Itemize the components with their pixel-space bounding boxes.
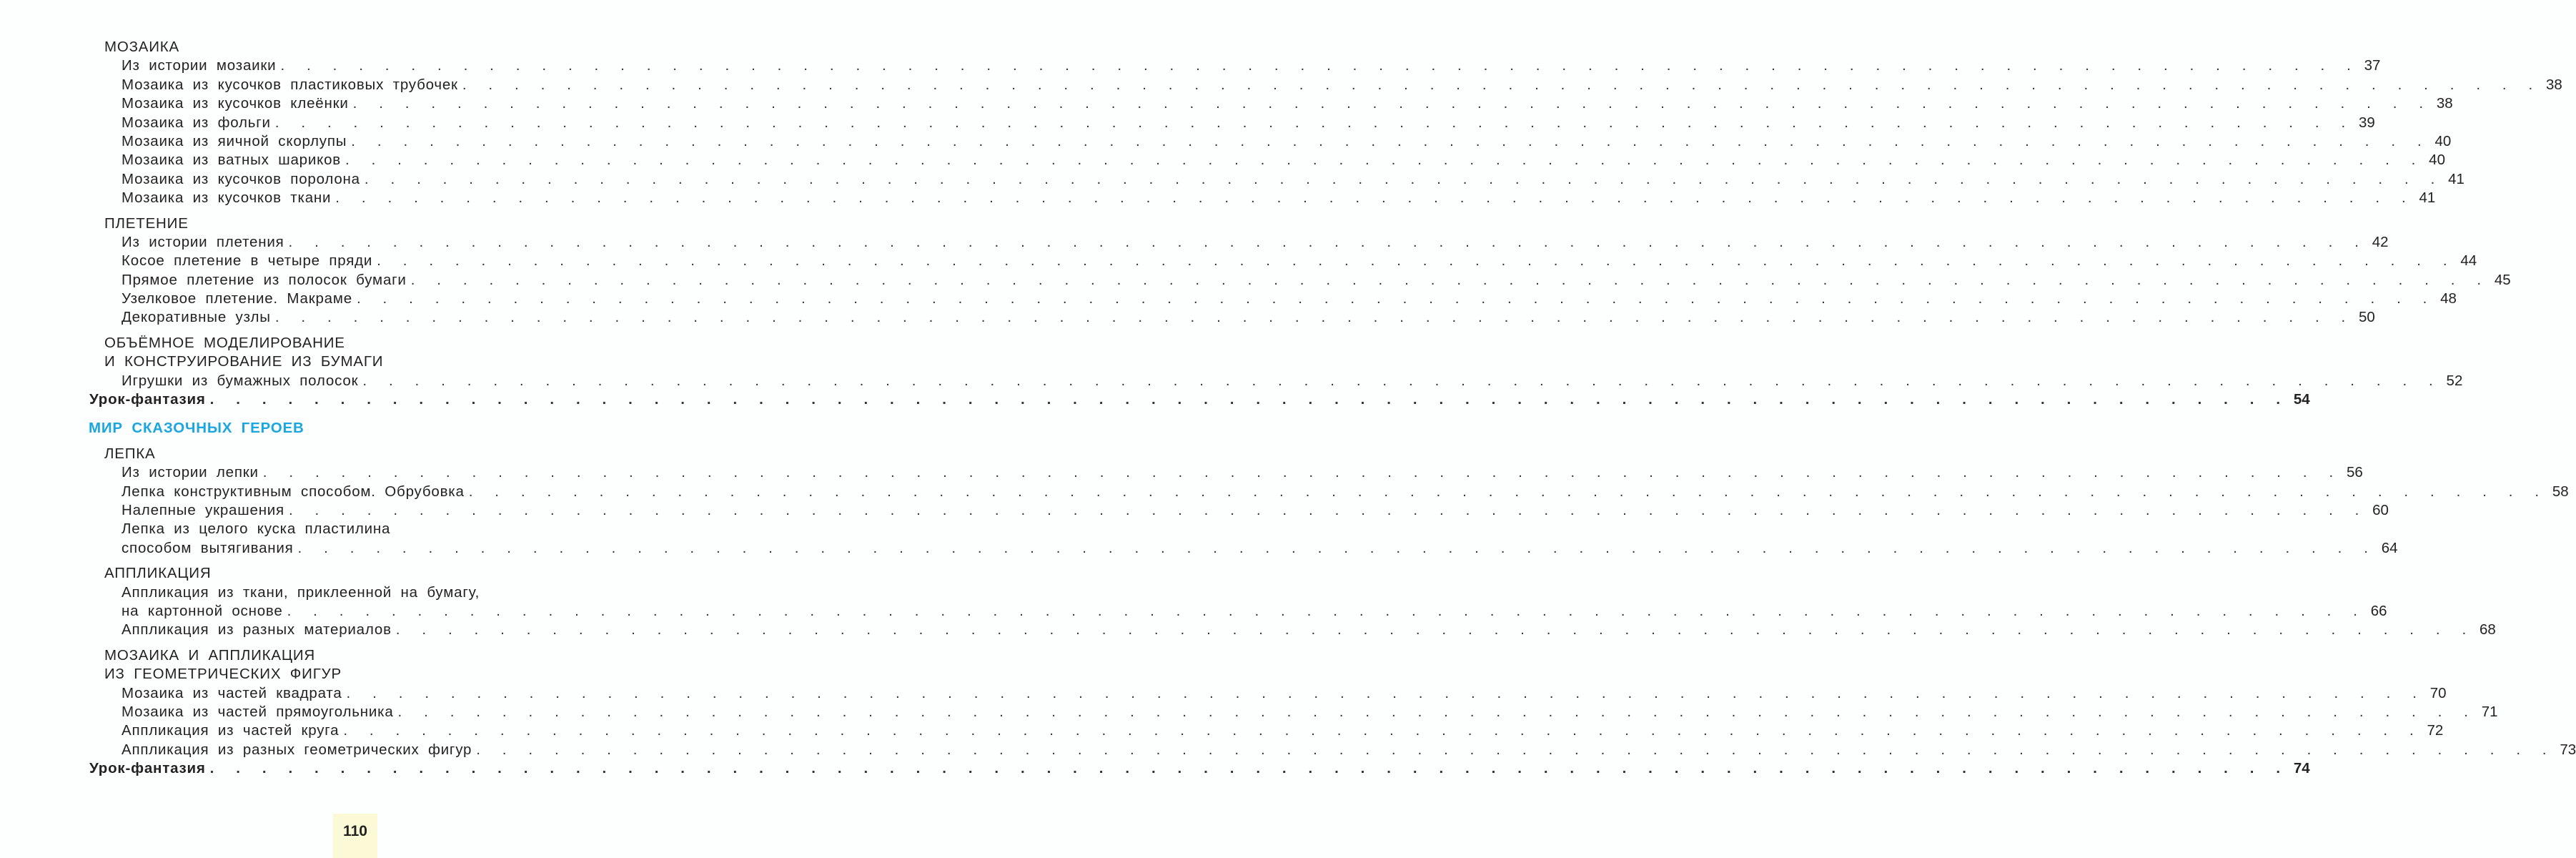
entry-title: Урок-фантазия <box>89 760 206 777</box>
entry-title: на картонной основе <box>122 602 283 619</box>
page-ref: 41 <box>2448 170 2464 187</box>
page-ref: 48 <box>2440 290 2457 307</box>
entry-title: Узелковое плетение. Макраме <box>122 290 352 307</box>
entry-title: ИЗ ГЕОМЕТРИЧЕСКИХ ФИГУР <box>104 666 342 683</box>
entry-title: АППЛИКАЦИЯ <box>104 565 212 582</box>
table-of-contents <box>0 38 2576 778</box>
dot-leader: . . . . . . . . . . . . . . . . . . . . . . . . . . . . . . . . . . . . . . . . . . . . . . . . . . . . . . . . . . . . . . . . . . . . . . . . . . . . . . . . <box>280 57 2358 74</box>
entry-title: Аппликация из ткани, приклеенной на бумагу, <box>122 583 480 601</box>
dot-leader: . . . . . . . . . . . . . . . . . . . . . . . . . . . . . . . . . . . . . . . . . . . . . . . . . . . . . . . . . . . . . . . . . . . . . . . . . . . . . . . . <box>397 703 2475 720</box>
toc-entry <box>0 132 2452 151</box>
dot-leader: . . . . . . . . . . . . . . . . . . . . . . . . . . . . . . . . . . . . . . . . . . . . . . . . . . . . . . . . . . . . . . . . . . . . . . . . . . . . . . . . <box>410 271 2488 288</box>
page-ref: 39 <box>2358 114 2375 131</box>
section-heading <box>0 38 643 56</box>
entry-title: Аппликация из частей круга <box>122 722 340 739</box>
entry-title: Из истории мозаики <box>122 57 277 74</box>
entry-title: Лепка из целого куска пластилина <box>122 521 391 538</box>
entry-title: Декоративные узлы <box>122 309 271 326</box>
toc-entry <box>0 483 2569 501</box>
toc-entry <box>0 703 2498 721</box>
page-ref: 73 <box>2560 741 2576 758</box>
section-heading <box>0 214 643 233</box>
section-heading <box>0 646 643 684</box>
page-ref: 42 <box>2372 233 2389 250</box>
toc-entry <box>0 151 2445 169</box>
toc-entry <box>0 271 2511 290</box>
entry-title: Мозаика из кусочков ткани <box>122 189 332 207</box>
dot-leader: . . . . . . . . . . . . . . . . . . . . . . . . . . . . . . . . . . . . . . . . . . . . . . . . . . . . . . . . . . . . . . . . . . . . . . . . . . . . . . . . <box>297 539 2375 556</box>
entry-title: Аппликация из разных геометрических фигур <box>122 741 472 758</box>
entry-title: ЛЕПКА <box>104 445 156 462</box>
dot-leader: . . . . . . . . . . . . . . . . . . . . . . . . . . . . . . . . . . . . . . . . . . . . . . . . . . . . . . . . . . . . . . . . . . . . . . . . . . . . . . . . <box>288 501 2366 518</box>
toc-entry <box>0 233 2389 252</box>
toc-entry <box>0 684 2447 703</box>
dot-leader: . . . . . . . . . . . . . . . . . . . . . . . . . . . . . . . . . . . . . . . . . . . . . . . . . . . . . . . . . . . . . . . . . . . . . . . . . . . . . . . . <box>364 170 2442 187</box>
page-ref: 74 <box>2293 760 2310 777</box>
toc-entry <box>0 189 2436 207</box>
entry-title: Урок-фантазия <box>89 391 206 408</box>
dot-leader: . . . . . . . . . . . . . . . . . . . . . . . . . . . . . . . . . . . . . . . . . . . . . . . . . . . . . . . . . . . . . . . . . . . . . . . . . . . . . . . . <box>335 189 2413 207</box>
entry-title: Налепные украшения <box>122 501 284 518</box>
toc-entry <box>0 501 2389 520</box>
entry-title: Мозаика из кусочков клеёнки <box>122 95 349 112</box>
page-ref: 58 <box>2552 483 2569 500</box>
entry-title: Лепка конструктивным способом. Обрубовка <box>122 483 465 500</box>
entry-title: Мозаика из ватных шариков <box>122 152 341 169</box>
page-ref: 70 <box>2429 684 2447 701</box>
page-ref: 60 <box>2372 501 2389 518</box>
toc-entry <box>0 56 2381 75</box>
dot-leader: . . . . . . . . . . . . . . . . . . . . . . . . . . . . . . . . . . . . . . . . . . . . . . . . . . . . . . . . . . . . . . . . . . . . . . . . . . . . . . . . <box>352 95 2430 112</box>
page-ref: 38 <box>2546 76 2562 93</box>
toc-bold-entry <box>0 759 2310 778</box>
entry-title: ПЛЕТЕНИЕ <box>104 214 189 232</box>
page-ref: 40 <box>2429 152 2445 169</box>
dot-leader: . . . . . . . . . . . . . . . . . . . . . . . . . . . . . . . . . . . . . . . . . . . . . . . . . . . . . . . . . . . . . . . . . . . . . . . . . . . . . . . . <box>395 621 2473 638</box>
page-ref: 44 <box>2460 252 2477 270</box>
page-ref: 40 <box>2434 132 2452 149</box>
toc-entry <box>0 170 2464 189</box>
entry-title: МИР СКАЗОЧНЫХ ГЕРОЕВ <box>89 420 304 437</box>
page-number: 110 <box>333 814 377 858</box>
entry-title: Мозаика из кусочков пластиковых трубочек <box>122 76 458 93</box>
page-ref: 37 <box>2364 57 2381 74</box>
dot-leader: . . . . . . . . . . . . . . . . . . . . . . . . . . . . . . . . . . . . . . . . . . . . . . . . . . . . . . . . . . . . . . . . . . . . . . . . . . . . . . . . <box>356 290 2434 307</box>
toc-entry <box>0 621 2496 639</box>
page-ref: 71 <box>2481 703 2498 720</box>
toc-entry <box>0 290 2457 308</box>
page-ref: 50 <box>2359 309 2375 326</box>
entry-title: И КОНСТРУИРОВАНИЕ ИЗ БУМАГИ <box>104 353 384 370</box>
entry-title: Мозаика из частей прямоугольника <box>122 703 394 720</box>
entry-title: Из истории лепки <box>122 464 259 481</box>
toc-entry <box>0 520 2398 558</box>
toc-entry <box>0 252 2477 270</box>
dot-leader: . . . . . . . . . . . . . . . . . . . . . . . . . . . . . . . . . . . . . . . . . . . . . . . . . . . . . . . . . . . . . . . . . . . . . . . . . . . . . . . . <box>345 152 2422 169</box>
dot-leader: . . . . . . . . . . . . . . . . . . . . . . . . . . . . . . . . . . . . . . . . . . . . . . . . . . . . . . . . . . . . . . . . . . . . . . . . . . . . . . . . <box>377 252 2454 270</box>
toc-entry <box>0 308 2375 327</box>
dot-leader: . . . . . . . . . . . . . . . . . . . . . . . . . . . . . . . . . . . . . . . . . . . . . . . . . . . . . . . . . . . . . . . . . . . . . . . . . . . . . . . . <box>209 760 2287 777</box>
toc-entry <box>0 463 2363 482</box>
toc-bold-entry <box>0 390 2310 409</box>
toc-entry <box>0 721 2444 740</box>
page-ref: 41 <box>2419 189 2436 207</box>
entry-title: МОЗАИКА И АППЛИКАЦИЯ <box>104 646 315 664</box>
toc-entry <box>0 741 2576 759</box>
page-ref: 68 <box>2479 621 2496 638</box>
entry-title: Игрушки из бумажных полосок <box>122 372 359 389</box>
entry-title: МОЗАИКА <box>104 39 180 55</box>
toc-entry <box>0 583 2387 621</box>
dot-leader: . . . . . . . . . . . . . . . . . . . . . . . . . . . . . . . . . . . . . . . . . . . . . . . . . . . . . . . . . . . . . . . . . . . . . . . . . . . . . . . . <box>209 391 2287 408</box>
section-heading <box>0 564 643 583</box>
page-ref: 64 <box>2381 539 2398 556</box>
dot-leader: . . . . . . . . . . . . . . . . . . . . . . . . . . . . . . . . . . . . . . . . . . . . . . . . . . . . . . . . . . . . . . . . . . . . . . . . . . . . . . . . <box>468 483 2546 500</box>
entry-title: Мозаика из фольги <box>122 114 271 131</box>
entry-title: Мозаика из частей квадрата <box>122 684 342 701</box>
entry-title: Из истории плетения <box>122 233 284 250</box>
dot-leader: . . . . . . . . . . . . . . . . . . . . . . . . . . . . . . . . . . . . . . . . . . . . . . . . . . . . . . . . . . . . . . . . . . . . . . . . . . . . . . . . <box>288 233 2366 250</box>
dot-leader: . . . . . . . . . . . . . . . . . . . . . . . . . . . . . . . . . . . . . . . . . . . . . . . . . . . . . . . . . . . . . . . . . . . . . . . . . . . . . . . . <box>351 132 2429 149</box>
toc-entry <box>0 372 2463 390</box>
dot-leader: . . . . . . . . . . . . . . . . . . . . . . . . . . . . . . . . . . . . . . . . . . . . . . . . . . . . . . . . . . . . . . . . . . . . . . . . . . . . . . . . <box>462 76 2540 93</box>
dot-leader: . . . . . . . . . . . . . . . . . . . . . . . . . . . . . . . . . . . . . . . . . . . . . . . . . . . . . . . . . . . . . . . . . . . . . . . . . . . . . . . . <box>346 684 2424 701</box>
part-heading <box>0 419 643 438</box>
toc-entry <box>0 76 2562 94</box>
entry-title: ОБЪЁМНОЕ МОДЕЛИРОВАНИЕ <box>104 334 345 351</box>
entry-title: Прямое плетение из полосок бумаги <box>122 271 407 288</box>
page-ref: 56 <box>2346 464 2363 481</box>
toc-entry <box>0 114 2375 132</box>
dot-leader: . . . . . . . . . . . . . . . . . . . . . . . . . . . . . . . . . . . . . . . . . . . . . . . . . . . . . . . . . . . . . . . . . . . . . . . . . . . . . . . . <box>274 309 2352 326</box>
dot-leader: . . . . . . . . . . . . . . . . . . . . . . . . . . . . . . . . . . . . . . . . . . . . . . . . . . . . . . . . . . . . . . . . . . . . . . . . . . . . . . . . <box>476 741 2554 758</box>
dot-leader: . . . . . . . . . . . . . . . . . . . . . . . . . . . . . . . . . . . . . . . . . . . . . . . . . . . . . . . . . . . . . . . . . . . . . . . . . . . . . . . . <box>262 464 2340 481</box>
entry-title: Косое плетение в четыре пряди <box>122 252 373 270</box>
page-ref: 52 <box>2446 372 2463 389</box>
dot-leader: . . . . . . . . . . . . . . . . . . . . . . . . . . . . . . . . . . . . . . . . . . . . . . . . . . . . . . . . . . . . . . . . . . . . . . . . . . . . . . . . <box>362 372 2440 389</box>
dot-leader: . . . . . . . . . . . . . . . . . . . . . . . . . . . . . . . . . . . . . . . . . . . . . . . . . . . . . . . . . . . . . . . . . . . . . . . . . . . . . . . . <box>287 602 2364 619</box>
page-ref: 38 <box>2436 95 2453 112</box>
entry-title: Мозаика из кусочков поролона <box>122 170 360 187</box>
page-ref: 54 <box>2293 391 2310 408</box>
dot-leader: . . . . . . . . . . . . . . . . . . . . . . . . . . . . . . . . . . . . . . . . . . . . . . . . . . . . . . . . . . . . . . . . . . . . . . . . . . . . . . . . <box>343 722 2421 739</box>
toc-entry <box>0 94 2453 113</box>
entry-title: Мозаика из яичной скорлупы <box>122 132 347 149</box>
page-ref: 72 <box>2427 722 2444 739</box>
page-ref: 45 <box>2494 271 2511 288</box>
dot-leader: . . . . . . . . . . . . . . . . . . . . . . . . . . . . . . . . . . . . . . . . . . . . . . . . . . . . . . . . . . . . . . . . . . . . . . . . . . . . . . . . <box>274 114 2352 131</box>
section-heading <box>0 445 643 463</box>
section-heading <box>0 334 643 372</box>
entry-title: Аппликация из разных материалов <box>122 621 392 638</box>
page-ref: 66 <box>2370 602 2387 619</box>
entry-title: способом вытягивания <box>122 539 294 556</box>
